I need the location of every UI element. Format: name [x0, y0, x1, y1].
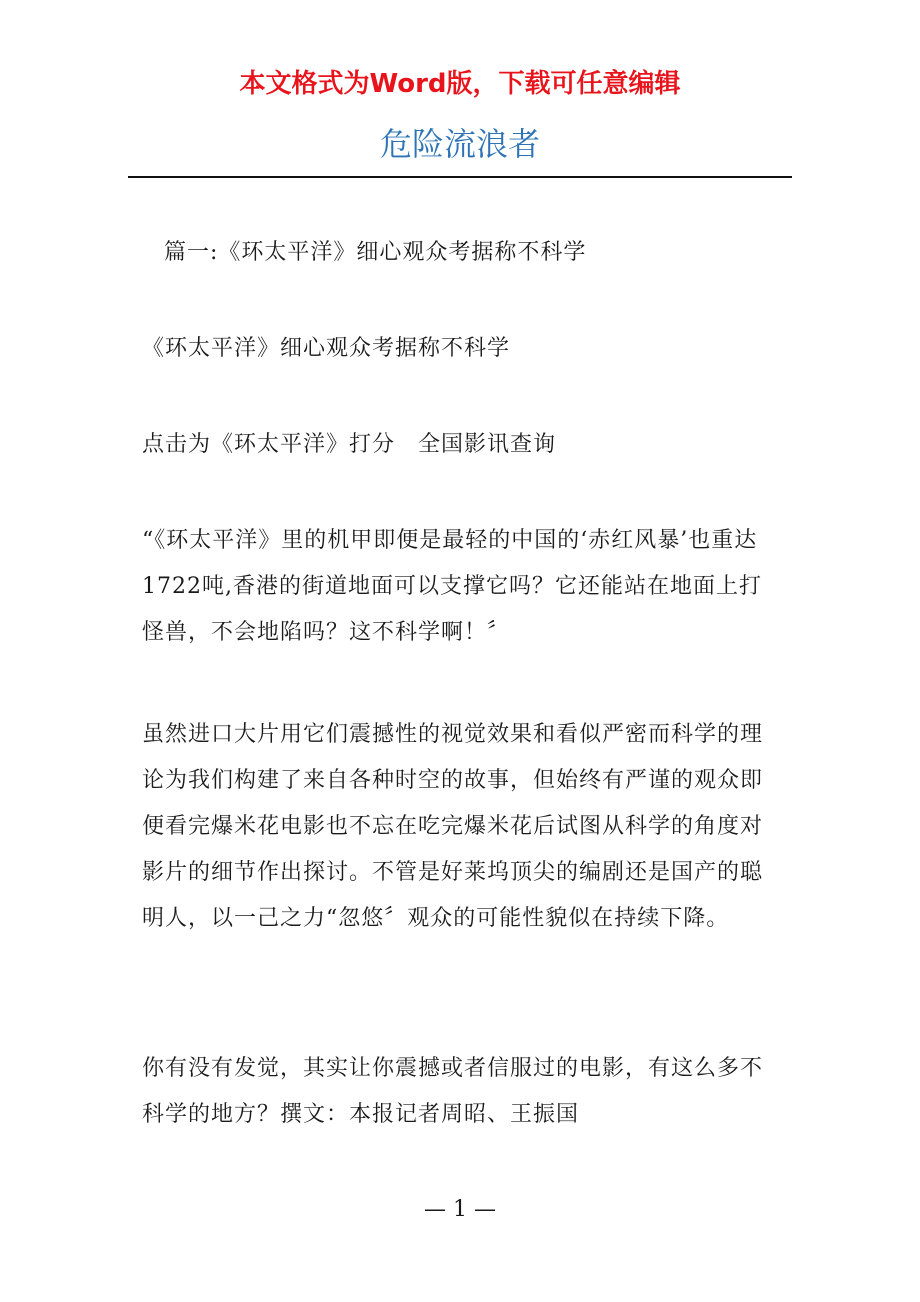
document-title: 危险流浪者: [379, 125, 540, 163]
word-format-notice: 本文格式为Word版，下载可任意编辑: [239, 69, 681, 99]
paragraph-headline: 《环太平洋》细心观众考据称不科学: [142, 336, 511, 361]
paragraph-section-heading: 篇一:《环太平洋》细心观众考据称不科学: [164, 240, 587, 265]
page-number: — 1 —: [424, 1197, 496, 1222]
paragraph-rating-links: 点击为《环太平洋》打分 全国影讯查询: [142, 432, 557, 457]
paragraph-body: 虽然进口大片用它们震撼性的视觉效果和看似严密而科学的理论为我们构建了来自各种时空的故事，但始终有严谨的观众即便看完爆米花电影也不忘在吃完爆米花后试图从科学的角度对影片的细节作出探讨。不管是好莱坞顶尖的编剧还是国产的聪明人，以一己之力“忽悠〞观众的可能性貌似在持续下降。: [142, 722, 764, 931]
paragraph-quote: “《环太平洋》里的机甲即便是最轻的中国的‘赤红风暴’也重达1722吨,香港的街道地面可以支撑它吗？它还能站在地面上打怪兽，不会地陷吗？这不科学啊！〞: [142, 528, 762, 645]
paragraph-byline: 你有没有发觉，其实让你震撼或者信服过的电影，有这么多不科学的地方？撰文：本报记者周昭、王振国: [142, 1056, 764, 1127]
title-divider: [128, 176, 792, 178]
